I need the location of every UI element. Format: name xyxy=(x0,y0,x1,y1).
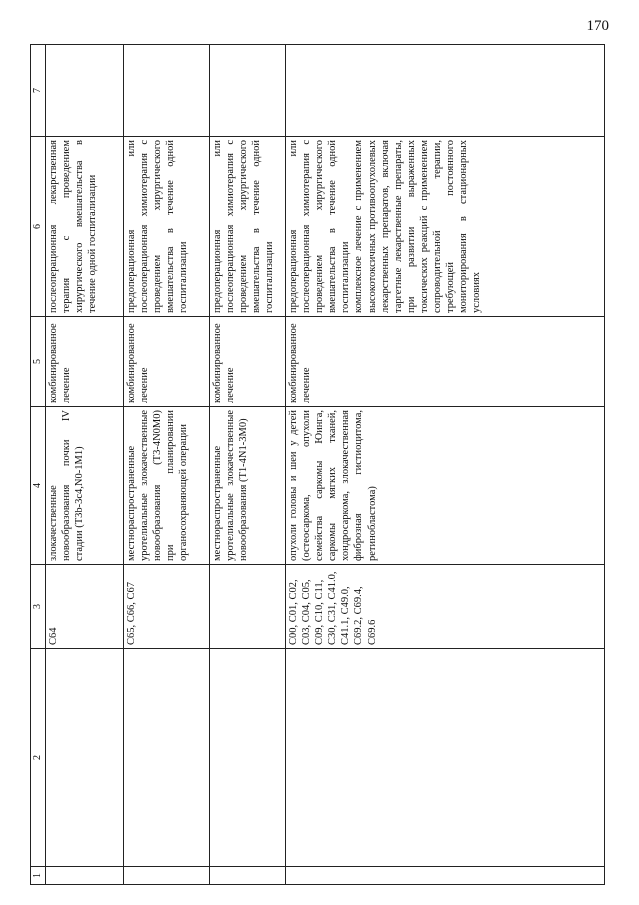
cell-col7 xyxy=(46,45,124,137)
column-header: 3 xyxy=(31,565,46,649)
method-text: предоперационная или послеоперационная химиотерапия с проведением хирургического вмешательства в течение одной госпитализации xyxy=(126,140,190,313)
cell-diagnosis: злокачественные новообразования почки IV стадии (T3b-3c4,N0-1M1) xyxy=(46,407,124,565)
cell-treatment-method xyxy=(286,137,605,317)
cell-treatment-type: комбинированное лечение xyxy=(210,317,286,407)
column-header: 4 xyxy=(31,407,46,565)
method-text: послеоперационная лекарственная терапия с проведением хирургического вмешательства в течение одной госпитализации xyxy=(48,140,99,313)
table-row xyxy=(286,45,605,885)
cell-treatment-type: комбинированное лечение xyxy=(46,317,124,407)
cell-treatment-type: комбинированное лечение xyxy=(286,317,605,407)
cell-col2 xyxy=(124,649,210,867)
cell-diagnosis: опухоли головы и шеи у детей (остеосаркома, опухоли семейства саркомы Юинга, саркомы мягких тканей, хондросаркома, злокачественная фиброзная гистиоцитома, ретинобластома) xyxy=(286,407,605,565)
cell-icd-codes: C65, C66, C67 xyxy=(124,565,210,649)
cell-icd-codes: C00, C01, C02, C03, C04, C05, C09, C10, C11, C30, C31, C41.0, C41.1, C49.0, C69.2, C69.4, C69.6 xyxy=(286,565,605,649)
column-header: 5 xyxy=(31,317,46,407)
cell-treatment-method xyxy=(210,137,286,317)
method-text: комплексное лечение с применением высокотоксичных противоопухолевых лекарственных препаратов, включая таргетные лекарственные препараты, при развитии выраженных токсических реакций с применением сопроводительной терапии, требующей постоянного мониторирования в стационарных условиях xyxy=(353,140,483,313)
header-row xyxy=(31,45,46,885)
cell-col1 xyxy=(210,867,286,885)
cell-diagnosis: местнораспространенные уротелиальные злокачественные новообразования (T3-4N0M0) при планировании органосохраняющей операции xyxy=(124,407,210,565)
cell-col2 xyxy=(46,649,124,867)
rotated-table-container xyxy=(30,45,605,885)
cell-col2 xyxy=(286,649,605,867)
cell-treatment-method xyxy=(124,137,210,317)
cell-col2 xyxy=(210,649,286,867)
cell-col7 xyxy=(124,45,210,137)
method-text: предоперационная или послеоперационная химиотерапия с проведением хирургического вмешательства в течение одной госпитализации xyxy=(212,140,276,313)
cell-col1 xyxy=(286,867,605,885)
cell-col7 xyxy=(210,45,286,137)
page-number: 170 xyxy=(586,18,609,34)
column-header: 1 xyxy=(31,867,46,885)
table-row xyxy=(46,45,124,885)
treatment-table xyxy=(30,44,605,885)
cell-diagnosis: местнораспространенные уротелиальные злокачественные новообразования (T1-4N1-3M0) xyxy=(210,407,286,565)
cell-col1 xyxy=(124,867,210,885)
method-text: предоперационная или послеоперационная химиотерапия с проведением хирургического вмешательства в течение одной госпитализации xyxy=(288,140,352,313)
column-header: 2 xyxy=(31,649,46,867)
cell-treatment-method xyxy=(46,137,124,317)
cell-icd-codes: C64 xyxy=(46,565,124,649)
cell-treatment-type: комбинированное лечение xyxy=(124,317,210,407)
cell-col7 xyxy=(286,45,605,137)
column-header: 6 xyxy=(31,137,46,317)
column-header: 7 xyxy=(31,45,46,137)
cell-col1 xyxy=(46,867,124,885)
table-row xyxy=(124,45,210,885)
cell-icd-codes xyxy=(210,565,286,649)
table-row xyxy=(210,45,286,885)
